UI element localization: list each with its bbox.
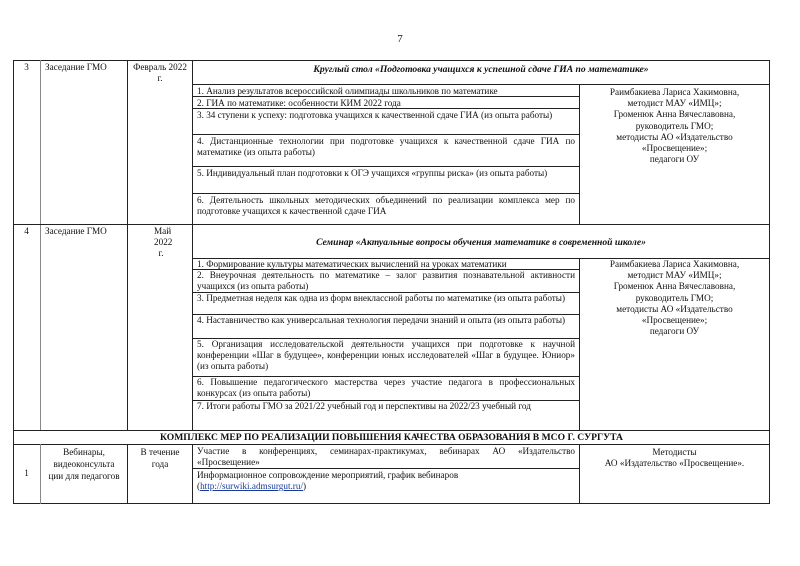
agenda-item: 6. Повышение педагогического мастерства через участие педагога в профессиональных конкурсах (из опыта работы) <box>197 377 575 399</box>
responsible-line: руководитель ГМО; <box>635 120 714 131</box>
agenda-item: 3. 34 ступени к успеху: подготовка учащихся к качественной сдаче ГИА (из опыта работы) <box>197 110 553 120</box>
activity-link-line <box>197 481 575 492</box>
responsible-line: Раимбакиева Лариса Хакимовна, <box>609 87 740 97</box>
agenda-item: 6. Деятельность школьных методических объединений по реализации комплекса мер по подготовке учащихся к качественной сдаче ГИА <box>197 195 575 217</box>
responsible-persons <box>580 86 769 166</box>
responsible-line: методист МАУ «ИМЦ»; <box>627 98 722 109</box>
activity-item <box>193 469 579 493</box>
table-border-right <box>769 60 770 504</box>
agenda-item: 5. Индивидуальный план подготовки к ОГЭ учащихся «группы риска» (из опыта работы) <box>197 168 548 178</box>
event-date: Февраль 2022 г. <box>133 62 187 84</box>
responsible-line: методисты АО «Издательство <box>616 303 733 314</box>
event-type: Заседание ГМО <box>45 226 107 236</box>
agenda-item: 7. Итоги работы ГМО за 2021/22 учебный год и перспективы на 2022/23 учебный год <box>197 401 531 411</box>
paren: ) <box>303 481 307 492</box>
responsible-line: руководитель ГМО; <box>635 292 714 303</box>
col-line <box>127 444 128 504</box>
agenda-item: 1. Формирование культуры математических вычислений на уроках математики <box>197 259 507 269</box>
responsible-line: «Просвещение»; <box>641 315 708 326</box>
responsible-line: Громенюк Анна Вячеславовна, <box>613 109 736 120</box>
event-title: Круглый стол «Подготовка учащихся к успешной сдаче ГИА по математике» <box>313 64 649 75</box>
responsible-persons <box>580 446 769 470</box>
row-number: 3 <box>24 62 29 72</box>
responsible-line: Методисты <box>652 447 697 457</box>
agenda-item: 4. Дистанционные технологии при подготовке учащихся к качественной сдаче ГИА по математике (из опыта работы) <box>197 136 575 158</box>
col-line <box>40 60 41 431</box>
col-line <box>127 60 128 431</box>
responsible-line: педагоги ОУ <box>649 154 700 165</box>
responsible-line: АО «Издательство «Просвещение». <box>604 458 745 469</box>
row-number: 1 <box>24 468 29 478</box>
agenda-item: 5. Организация исследовательской деятельности учащихся при подготовке к научной конференции «Шаг в будущее», конференции юных исследователей «Шаг в будущее. Юниор» (из опыта работы) <box>197 339 575 372</box>
event-type: Заседание ГМО <box>45 62 107 72</box>
responsible-line: методисты АО «Издательство <box>616 131 733 142</box>
agenda-item: 4. Наставничество как универсальная технология передачи знаний и опыта (из опыта работы) <box>197 315 566 325</box>
responsible-line: Громенюк Анна Вячеславовна, <box>613 281 736 292</box>
responsible-line: «Просвещение»; <box>641 143 708 154</box>
agenda-item: 1. Анализ результатов всероссийской олимпиады школьников по математике <box>197 86 498 96</box>
agenda-item: 2. ГИА по математике: особенности КИМ 2022 года <box>197 98 401 108</box>
agenda-item: 3. Предметная неделя как одна из форм внеклассной работы по математике (из опыта работы) <box>197 293 566 303</box>
responsible-line: методист МАУ «ИМЦ»; <box>627 270 722 281</box>
responsible-line: Раимбакиева Лариса Хакимовна, <box>609 259 740 269</box>
agenda-item: 2. Внеурочная деятельность по математике – залог развития познавательной активности учащихся (из опыта работы) <box>197 270 575 292</box>
event-date: Май 2022 г. <box>154 226 173 259</box>
activity-text: Информационное сопровождение мероприятий, график вебинаров <box>197 470 459 480</box>
section-heading: КОМПЛЕКС МЕР ПО РЕАЛИЗАЦИИ ПОВЫШЕНИЯ КАЧЕСТВА ОБРАЗОВАНИЯ В МСО Г. СУРГУТА <box>160 432 623 443</box>
event-date: В течение года <box>140 447 180 469</box>
col-line <box>40 444 41 504</box>
paren: ( <box>197 481 201 492</box>
row-number: 4 <box>24 226 29 236</box>
responsible-line: педагоги ОУ <box>649 326 700 337</box>
webinar-schedule-link[interactable]: http://surwiki.admsurgut.ru/ <box>200 481 303 492</box>
event-title: Семинар «Актуальные вопросы обучения математике в современной школе» <box>316 237 646 248</box>
responsible-persons <box>580 258 769 338</box>
event-type: Вебинары, видеоконсульта ции для педагогов <box>48 447 120 481</box>
page-number: 7 <box>397 33 403 45</box>
activity-item: Участие в конференциях, семинарах-практикумах, вебинарах АО «Издательство «Просвещение» <box>197 446 575 468</box>
